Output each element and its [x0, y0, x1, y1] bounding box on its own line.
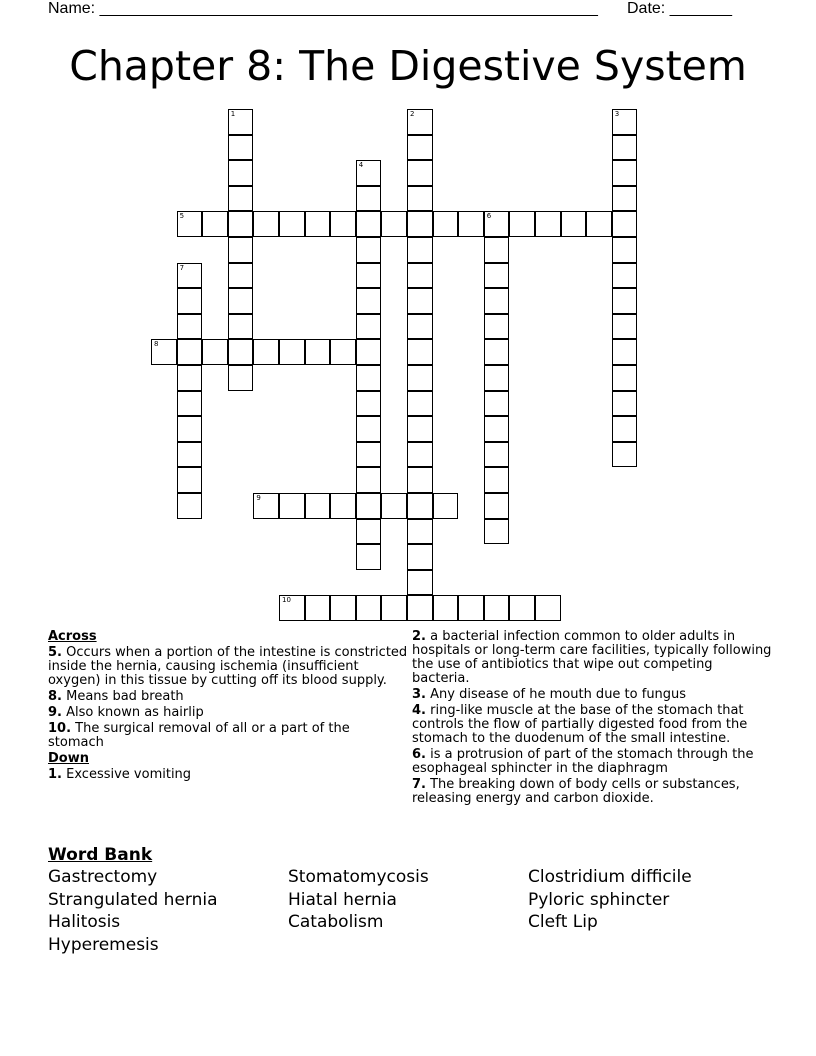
- date-field[interactable]: Date: _______: [627, 0, 732, 17]
- crossword-cell[interactable]: [356, 339, 382, 365]
- crossword-cell[interactable]: [407, 288, 433, 314]
- crossword-cell[interactable]: [177, 288, 203, 314]
- crossword-cell[interactable]: [407, 186, 433, 212]
- crossword-cell[interactable]: [305, 595, 331, 621]
- crossword-cell[interactable]: [356, 416, 382, 442]
- crossword-cell[interactable]: [330, 211, 356, 237]
- crossword-cell[interactable]: [228, 339, 254, 365]
- word-bank-title: Word Bank: [48, 845, 153, 865]
- clue-number: 9: [256, 494, 261, 502]
- crossword-cell[interactable]: [407, 442, 433, 468]
- crossword-cell[interactable]: [433, 595, 459, 621]
- crossword-cell[interactable]: [612, 263, 638, 289]
- clue-number: 3: [614, 110, 620, 118]
- crossword-cell[interactable]: [407, 237, 433, 263]
- crossword-cell[interactable]: [407, 109, 433, 135]
- crossword-cell[interactable]: [612, 314, 638, 340]
- crossword-cell[interactable]: [253, 211, 279, 237]
- crossword-cell[interactable]: [279, 493, 305, 519]
- crossword-cell[interactable]: [356, 544, 382, 570]
- clue-text: a bacterial infection common to older adults in hospitals or long-term care facilities, typically following the use of antibiotics that wipe out competing bacteria.: [412, 629, 772, 686]
- clue-text: Any disease of he mouth due to fungus: [425, 687, 687, 702]
- crossword-cell[interactable]: [407, 416, 433, 442]
- clue-number-label: 1.: [48, 767, 62, 782]
- clue-number-label: 2.: [412, 629, 426, 644]
- crossword-cell[interactable]: [407, 595, 433, 621]
- crossword-cell[interactable]: [509, 211, 535, 237]
- clue-text: Excessive vomiting: [61, 767, 192, 782]
- clue-item: [48, 646, 408, 688]
- crossword-cell[interactable]: [356, 263, 382, 289]
- crossword-cell[interactable]: [612, 442, 638, 468]
- crossword-cell[interactable]: [177, 467, 203, 493]
- clue-number-label: 7.: [412, 777, 426, 792]
- crossword-cell[interactable]: [356, 391, 382, 417]
- clue-number: 2: [410, 110, 415, 118]
- clue-number: 7: [179, 263, 185, 272]
- word-bank-item: Pyloric sphincter: [528, 889, 670, 910]
- clue-number-label: 5.: [48, 645, 62, 660]
- word-bank-item: Clostridium difficile: [528, 867, 692, 887]
- crossword-cell[interactable]: [279, 211, 305, 237]
- crossword-cell[interactable]: [228, 211, 254, 237]
- crossword-cell[interactable]: [228, 365, 254, 391]
- crossword-cell[interactable]: [612, 339, 638, 365]
- crossword-cell[interactable]: [356, 365, 382, 391]
- crossword-cell[interactable]: [535, 595, 561, 621]
- crossword-cell[interactable]: [458, 595, 484, 621]
- word-bank-item: Catabolism: [288, 912, 384, 932]
- crossword-cell[interactable]: [407, 493, 433, 519]
- clue-text: Also known as hairlip: [61, 705, 204, 720]
- across-clue-list: [48, 646, 408, 750]
- clue-item: [412, 704, 772, 746]
- crossword-cell[interactable]: [330, 595, 356, 621]
- word-bank-item: Hiatal hernia: [288, 889, 397, 910]
- crossword-cell[interactable]: [381, 595, 407, 621]
- crossword-cell[interactable]: [356, 160, 382, 186]
- clue-item: [48, 706, 408, 720]
- crossword-cell[interactable]: [612, 416, 638, 442]
- crossword-cell[interactable]: [484, 263, 510, 289]
- crossword-cell[interactable]: [407, 391, 433, 417]
- clue-number: 1: [230, 110, 236, 118]
- crossword-cell[interactable]: [407, 339, 433, 365]
- clue-text: The surgical removal of all or a part of the stomach: [48, 721, 350, 750]
- crossword-cell[interactable]: [612, 186, 638, 212]
- crossword-cell[interactable]: [561, 211, 587, 237]
- crossword-cell[interactable]: [202, 211, 228, 237]
- clue-item: [412, 630, 772, 686]
- crossword-cell[interactable]: [253, 339, 279, 365]
- crossword-cell[interactable]: [484, 493, 510, 519]
- clue-number: 10: [282, 596, 291, 605]
- crossword-cell[interactable]: [305, 493, 331, 519]
- crossword-cell[interactable]: [612, 391, 638, 417]
- crossword-cell[interactable]: [433, 211, 459, 237]
- crossword-cell[interactable]: [356, 467, 382, 493]
- clue-text: The breaking down of body cells or substances, releasing energy and carbon dioxide.: [412, 777, 740, 806]
- page-title: Chapter 8: The Digestive System: [69, 42, 747, 90]
- crossword-cell[interactable]: [484, 519, 510, 545]
- crossword-cell[interactable]: [484, 595, 510, 621]
- crossword-cell[interactable]: [177, 365, 203, 391]
- crossword-cell[interactable]: [330, 339, 356, 365]
- clue-number: 6: [486, 212, 492, 221]
- word-bank-item: Stomatomycosis: [288, 867, 429, 887]
- crossword-cell[interactable]: [228, 160, 254, 186]
- crossword-cell[interactable]: [356, 186, 382, 212]
- crossword-cell[interactable]: [535, 211, 561, 237]
- clue-number-label: 8.: [48, 689, 62, 704]
- crossword-cell[interactable]: [305, 339, 331, 365]
- crossword-cell[interactable]: [356, 442, 382, 468]
- crossword-cell[interactable]: [433, 493, 459, 519]
- down-clue-list: [48, 768, 408, 782]
- crossword-cell[interactable]: [228, 314, 254, 340]
- crossword-cell[interactable]: [458, 211, 484, 237]
- crossword-cell[interactable]: [381, 211, 407, 237]
- crossword-cell[interactable]: [407, 467, 433, 493]
- crossword-cell[interactable]: [177, 416, 203, 442]
- clue-number-label: 3.: [412, 687, 426, 702]
- crossword-cell[interactable]: [484, 442, 510, 468]
- crossword-cell[interactable]: [484, 211, 510, 237]
- crossword-cell[interactable]: [177, 391, 203, 417]
- crossword-cell[interactable]: [356, 519, 382, 545]
- word-bank-item: Gastrectomy: [48, 867, 158, 887]
- crossword-cell[interactable]: [484, 288, 510, 314]
- crossword-cell[interactable]: [356, 288, 382, 314]
- crossword-cell[interactable]: [228, 109, 254, 135]
- crossword-cell[interactable]: [612, 160, 638, 186]
- crossword-cell[interactable]: [484, 339, 510, 365]
- clue-text: is a protrusion of part of the stomach through the esophageal sphincter in the diaphragm: [412, 747, 754, 776]
- crossword-cell[interactable]: [279, 595, 305, 621]
- crossword-cell[interactable]: [612, 211, 638, 237]
- clue-number: 4: [358, 161, 364, 170]
- crossword-cell[interactable]: [612, 237, 638, 263]
- clue-text: Means bad breath: [61, 689, 184, 704]
- crossword-cell[interactable]: [381, 493, 407, 519]
- crossword-cell[interactable]: [151, 339, 177, 365]
- down-clue-list-continued: [412, 630, 772, 806]
- crossword-cell[interactable]: [177, 339, 203, 365]
- crossword-cell[interactable]: [407, 135, 433, 161]
- crossword-cell[interactable]: [407, 365, 433, 391]
- crossword-cell[interactable]: [356, 237, 382, 263]
- word-bank-item: Strangulated hernia: [48, 889, 218, 910]
- crossword-cell[interactable]: [484, 314, 510, 340]
- crossword-cell[interactable]: [228, 237, 254, 263]
- crossword-cell[interactable]: [177, 493, 203, 519]
- clue-item: [48, 722, 408, 750]
- crossword-cell[interactable]: [407, 211, 433, 237]
- clue-item: [412, 688, 772, 702]
- clue-number-label: 9.: [48, 705, 62, 720]
- crossword-cell[interactable]: [305, 211, 331, 237]
- crossword-cell[interactable]: [356, 595, 382, 621]
- crossword-cell[interactable]: [356, 314, 382, 340]
- crossword-cell[interactable]: [228, 186, 254, 212]
- crossword-cell[interactable]: [253, 493, 279, 519]
- crossword-cell[interactable]: [228, 135, 254, 161]
- crossword-cell[interactable]: [407, 314, 433, 340]
- clue-item: [48, 690, 408, 704]
- crossword-cell[interactable]: [586, 211, 612, 237]
- clue-number-label: 10.: [48, 721, 72, 736]
- name-field[interactable]: Name: ________________________________________________________: [48, 0, 598, 17]
- crossword-cell[interactable]: [407, 544, 433, 570]
- clue-number: 8: [154, 340, 159, 349]
- clue-item: [412, 778, 772, 806]
- clue-number-label: 6.: [412, 747, 426, 762]
- word-bank-item: Halitosis: [48, 912, 121, 932]
- crossword-cell[interactable]: [612, 109, 638, 135]
- crossword-cell[interactable]: [612, 288, 638, 314]
- clues-right-column: [412, 628, 772, 806]
- crossword-cell[interactable]: [177, 263, 203, 289]
- crossword-cell[interactable]: [407, 160, 433, 186]
- crossword-cell[interactable]: [177, 314, 203, 340]
- crossword-cell[interactable]: [330, 493, 356, 519]
- crossword-cell[interactable]: [356, 211, 382, 237]
- word-bank-list: [48, 866, 768, 956]
- clues-left-column: [48, 628, 408, 782]
- clue-item: [48, 768, 408, 782]
- crossword-cell[interactable]: [202, 339, 228, 365]
- crossword-cell[interactable]: [509, 595, 535, 621]
- word-bank-item: Hyperemesis: [48, 934, 159, 955]
- crossword-cell[interactable]: [356, 493, 382, 519]
- crossword-cell[interactable]: [484, 416, 510, 442]
- across-heading: Across: [48, 629, 97, 644]
- crossword-cell[interactable]: [177, 442, 203, 468]
- crossword-cell[interactable]: [228, 288, 254, 314]
- crossword-cell[interactable]: [612, 135, 638, 161]
- clue-text: ring-like muscle at the base of the stomach that controls the flow of partially digested food from the stomach to the duodenum of the small intestine.: [412, 703, 748, 746]
- clue-text: Occurs when a portion of the intestine is constricted inside the hernia, causing ischemia (insufficient oxygen) in this tissue by cutting off its blood supply.: [48, 645, 408, 688]
- crossword-cell[interactable]: [484, 237, 510, 263]
- crossword-cell[interactable]: [407, 519, 433, 545]
- crossword-cell[interactable]: [228, 263, 254, 289]
- crossword-cell[interactable]: [177, 211, 203, 237]
- crossword-cell[interactable]: [484, 391, 510, 417]
- clue-number-label: 4.: [412, 703, 426, 718]
- crossword-cell[interactable]: [484, 467, 510, 493]
- crossword-cell[interactable]: [407, 570, 433, 596]
- crossword-cell[interactable]: [484, 365, 510, 391]
- clue-item: [412, 748, 772, 776]
- word-bank: [48, 844, 768, 956]
- crossword-cell[interactable]: [407, 263, 433, 289]
- down-heading: Down: [48, 751, 89, 766]
- clue-number: 5: [179, 212, 185, 221]
- crossword-cell[interactable]: [612, 365, 638, 391]
- word-bank-item: Cleft Lip: [528, 912, 598, 932]
- crossword-cell[interactable]: [279, 339, 305, 365]
